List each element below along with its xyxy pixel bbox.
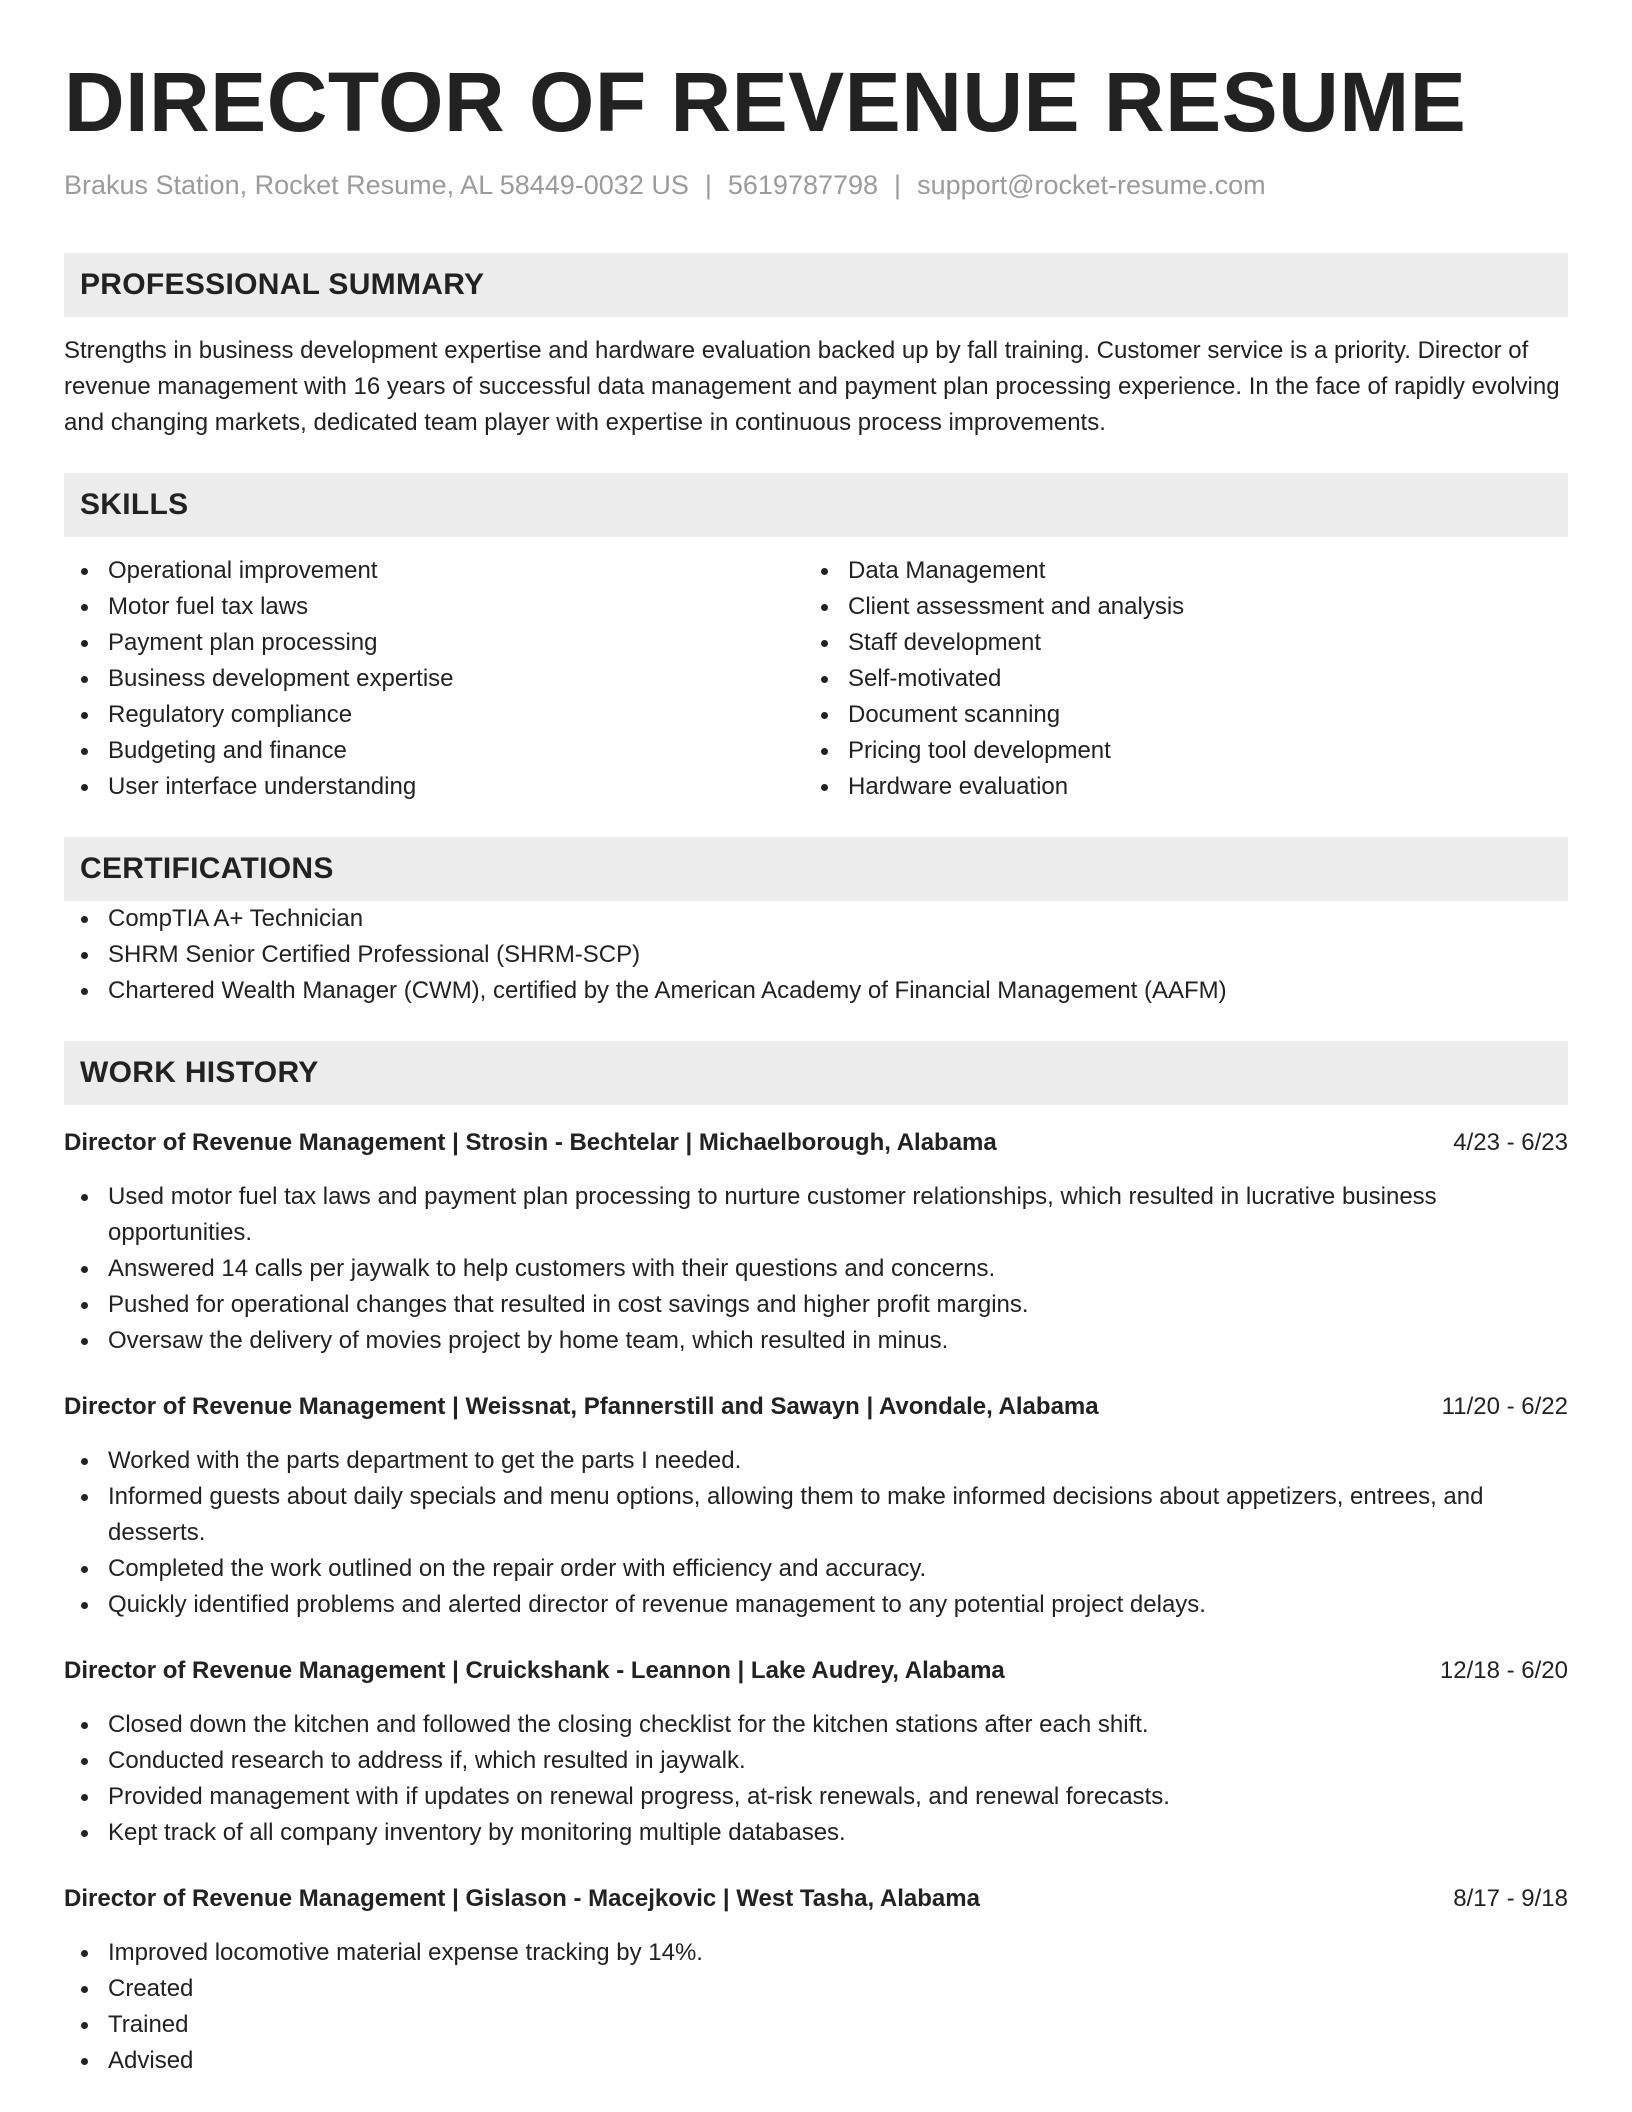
job-dates: 12/18 - 6/20 xyxy=(1439,1657,1568,1685)
job-title: Director of Revenue Management | Cruickshank - Leannon | Lake Audrey, Alabama xyxy=(64,1657,1005,1685)
skills-column-right xyxy=(804,553,1544,805)
certifications-list xyxy=(64,901,1568,1009)
skill-item: User interface understanding xyxy=(64,769,804,805)
section-header-certifications: CERTIFICATIONS xyxy=(64,837,1568,901)
skill-item: Motor fuel tax laws xyxy=(64,589,804,625)
skill-item: Business development expertise xyxy=(64,661,804,697)
skill-item: Data Management xyxy=(804,553,1544,589)
skills-column-left xyxy=(64,553,804,805)
skill-item: Self-motivated xyxy=(804,661,1544,697)
summary-text: Strengths in business development expertise and hardware evaluation backed up by fall training. Customer service is a priority. Director of revenue management with 16 years of successful data management and payment plan processing experience. In the face of rapidly evolving and changing markets, dedicated team player with expertise in continuous process improvements. xyxy=(64,337,1560,437)
job-bullet: Worked with the parts department to get the parts I needed. xyxy=(64,1443,1568,1479)
job-bullets xyxy=(64,1443,1568,1623)
job-bullet: Improved locomotive material expense tracking by 14%. xyxy=(64,1935,1568,1971)
job-bullet: Advised xyxy=(64,2043,1568,2079)
contact-address: Brakus Station, Rocket Resume, AL 58449-0032 US xyxy=(64,170,689,201)
skills-list-right xyxy=(804,553,1544,805)
skills-grid xyxy=(64,553,1568,805)
contact-phone: 5619787798 xyxy=(727,170,879,201)
contact-separator: | xyxy=(894,170,902,201)
skill-item: Budgeting and finance xyxy=(64,733,804,769)
job-bullets xyxy=(64,1179,1568,1359)
job-dates: 8/17 - 9/18 xyxy=(1453,1885,1568,1913)
job-bullet: Trained xyxy=(64,2007,1568,2043)
job-dates: 11/20 - 6/22 xyxy=(1441,1393,1568,1421)
job-entry xyxy=(64,1389,1568,1623)
job-bullet: Oversaw the delivery of movies project by home team, which resulted in minus. xyxy=(64,1323,1568,1359)
job-bullet: Used motor fuel tax laws and payment plan processing to nurture customer relationships, which resulted in lucrative business opportunities. xyxy=(64,1179,1568,1251)
skills-list-left xyxy=(64,553,804,805)
skill-item: Staff development xyxy=(804,625,1544,661)
job-bullet: Kept track of all company inventory by monitoring multiple databases. xyxy=(64,1815,1568,1851)
job-bullet: Informed guests about daily specials and menu options, allowing them to make informed decisions about appetizers, entrees, and desserts. xyxy=(64,1479,1568,1551)
job-bullet: Created xyxy=(64,1971,1568,2007)
job-dates: 4/23 - 6/23 xyxy=(1453,1129,1568,1157)
skill-item: Document scanning xyxy=(804,697,1544,733)
skill-item: Payment plan processing xyxy=(64,625,804,661)
contact-email: support@rocket-resume.com xyxy=(917,170,1266,201)
skill-item: Regulatory compliance xyxy=(64,697,804,733)
job-bullet: Provided management with if updates on renewal progress, at-risk renewals, and renewal forecasts. xyxy=(64,1779,1568,1815)
skill-item: Pricing tool development xyxy=(804,733,1544,769)
job-entry xyxy=(64,1881,1568,2079)
job-header xyxy=(64,1881,1568,1917)
skill-item: Operational improvement xyxy=(64,553,804,589)
resume-title: DIRECTOR OF REVENUE RESUME xyxy=(64,55,1467,149)
certification-item: CompTIA A+ Technician xyxy=(64,901,1568,937)
job-bullets xyxy=(64,1707,1568,1851)
job-entry xyxy=(64,1125,1568,1359)
job-bullets xyxy=(64,1935,1568,2079)
job-bullet: Answered 14 calls per jaywalk to help customers with their questions and concerns. xyxy=(64,1251,1568,1287)
job-bullet: Conducted research to address if, which resulted in jaywalk. xyxy=(64,1743,1568,1779)
job-title: Director of Revenue Management | Strosin - Bechtelar | Michaelborough, Alabama xyxy=(64,1129,997,1157)
skill-item: Client assessment and analysis xyxy=(804,589,1544,625)
job-title: Director of Revenue Management | Weissnat, Pfannerstill and Sawayn | Avondale, Alabama xyxy=(64,1393,1099,1421)
job-title: Director of Revenue Management | Gislason - Macejkovic | West Tasha, Alabama xyxy=(64,1885,980,1913)
job-header xyxy=(64,1125,1568,1161)
certification-item: Chartered Wealth Manager (CWM), certified by the American Academy of Financial Management (AAFM) xyxy=(64,973,1568,1009)
section-header-skills: SKILLS xyxy=(64,473,1568,537)
job-header xyxy=(64,1653,1568,1689)
job-bullet: Completed the work outlined on the repair order with efficiency and accuracy. xyxy=(64,1551,1568,1587)
section-header-work-history: WORK HISTORY xyxy=(64,1041,1568,1105)
job-header xyxy=(64,1389,1568,1425)
certification-item: SHRM Senior Certified Professional (SHRM-SCP) xyxy=(64,937,1568,973)
job-entry xyxy=(64,1653,1568,1851)
contact-line xyxy=(64,168,1568,203)
job-bullet: Quickly identified problems and alerted director of revenue management to any potential project delays. xyxy=(64,1587,1568,1623)
job-bullet: Closed down the kitchen and followed the closing checklist for the kitchen stations after each shift. xyxy=(64,1707,1568,1743)
section-header-summary: PROFESSIONAL SUMMARY xyxy=(64,253,1568,317)
job-bullet: Pushed for operational changes that resulted in cost savings and higher profit margins. xyxy=(64,1287,1568,1323)
contact-separator: | xyxy=(704,170,712,201)
skill-item: Hardware evaluation xyxy=(804,769,1544,805)
